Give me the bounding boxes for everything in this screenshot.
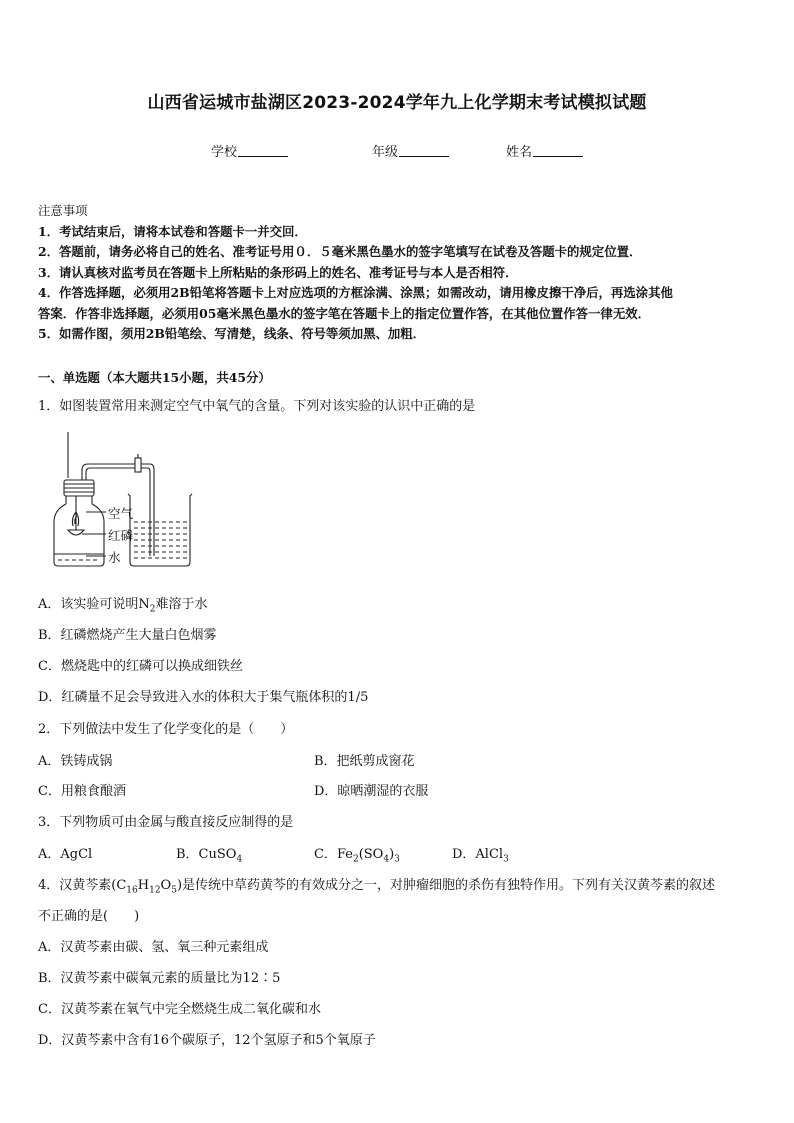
notice-item: 3．请认真核对监考员在答题卡上所粘贴的条形码上的姓名、准考证号与本人是否相符．: [38, 264, 518, 280]
name-label: 姓名: [506, 145, 533, 160]
name-field: [506, 141, 583, 160]
question-4-stem-line2: 不正确的是( ): [38, 909, 140, 924]
grade-label: 年级: [372, 145, 399, 160]
notice-heading: 注意事项: [38, 203, 88, 218]
figure-label-air: 空气: [108, 506, 134, 521]
question-3-stem: 3．下列物质可由金属与酸直接反应制得的是: [38, 815, 294, 830]
school-field: [211, 141, 288, 160]
name-blank[interactable]: [533, 144, 583, 157]
question-2-option-d[interactable]: D．晾晒潮湿的衣服: [314, 784, 429, 799]
question-1-stem: 1．如图装置常用来测定空气中氧气的含量。下列对该实验的认识中正确的是: [38, 399, 476, 414]
notice-block: [38, 201, 758, 345]
question-2-option-c[interactable]: C．用粮食酿酒: [38, 784, 126, 799]
apparatus-figure: [46, 430, 196, 570]
question-1-option-b[interactable]: B．红磷燃烧产生大量白色烟雾: [38, 628, 217, 643]
question-1-option-d[interactable]: D．红磷量不足会导致进入水的体积大于集气瓶体积的1/5: [38, 690, 369, 705]
notice-item: 4．作答选择题，必须用2B铅笔将答题卡上对应选项的方框涂满、涂黑；如需改动，请用橡皮擦干净后，再选涂其他: [38, 285, 673, 300]
question-2-option-b[interactable]: B．把纸剪成窗花: [314, 754, 415, 769]
question-2-option-a[interactable]: A．铁铸成锅: [38, 754, 113, 769]
question-2-stem: 2．下列做法中发生了化学变化的是（ ）: [38, 722, 294, 737]
notice-item: 答案．作答非选择题，必须用05毫米黑色墨水的签字笔在答题卡上的指定位置作答，在其他位置作答一律无效．: [38, 305, 650, 321]
figure-label-phosphorus: 红磷: [108, 528, 134, 543]
question-3-option-d[interactable]: D．AlCl$_3$: [452, 847, 509, 865]
grade-blank[interactable]: [399, 144, 449, 157]
question-4-option-d[interactable]: D．汉黄芩素中含有16个碳原子，12个氢原子和5个氧原子: [38, 1033, 376, 1048]
notice-item: 2．答题前，请务必将自己的姓名、准考证号用０．５毫米黑色墨水的签字笔填写在试卷及答题卡的规定位置．: [38, 244, 642, 259]
question-3-option-c[interactable]: C．$Fe_2(SO_4)_3$: [314, 847, 400, 865]
notice-item: 1．考试结束后，请将本试卷和答题卡一并交回．: [38, 223, 307, 239]
question-3-option-a[interactable]: A．AgCl: [38, 847, 93, 862]
figure-label-water: 水: [108, 550, 121, 565]
section-title: 一、单选题（本大题共15小题，共45分）: [38, 370, 271, 385]
question-4-option-c[interactable]: C．汉黄芩素在氧气中完全燃烧生成二氧化碳和水: [38, 1002, 321, 1017]
school-blank[interactable]: [238, 144, 288, 157]
question-1-option-c[interactable]: C．燃烧匙中的红磷可以换成细铁丝: [38, 659, 243, 674]
notice-item: 5．如需作图，须用2B铅笔绘、写清楚，线条、符号等须加黑、加粗．: [38, 326, 426, 341]
page-title: 山西省运城市盐湖区2023-2024学年九上化学期末考试模拟试题: [147, 93, 647, 113]
grade-field: [372, 141, 449, 160]
question-4-stem: 4．汉黄芩素$(C_{16}H_{12}O_5)$是传统中草药黄芩的有效成分之一，对肿瘤细胞的杀伤有独特作用。下列有关汉黄芩素的叙述: [38, 878, 716, 896]
question-4-option-a[interactable]: A．汉黄芩素由碳、氢、氧三种元素组成: [38, 940, 269, 955]
question-3-option-b[interactable]: B．CuSO$_4$: [176, 847, 243, 865]
question-4-option-b[interactable]: B．汉黄芩素中碳氧元素的质量比为12∶5: [38, 971, 281, 986]
question-1-option-a[interactable]: A．该实验可说明$N_2$难溶于水: [38, 597, 208, 615]
school-label: 学校: [211, 145, 238, 160]
